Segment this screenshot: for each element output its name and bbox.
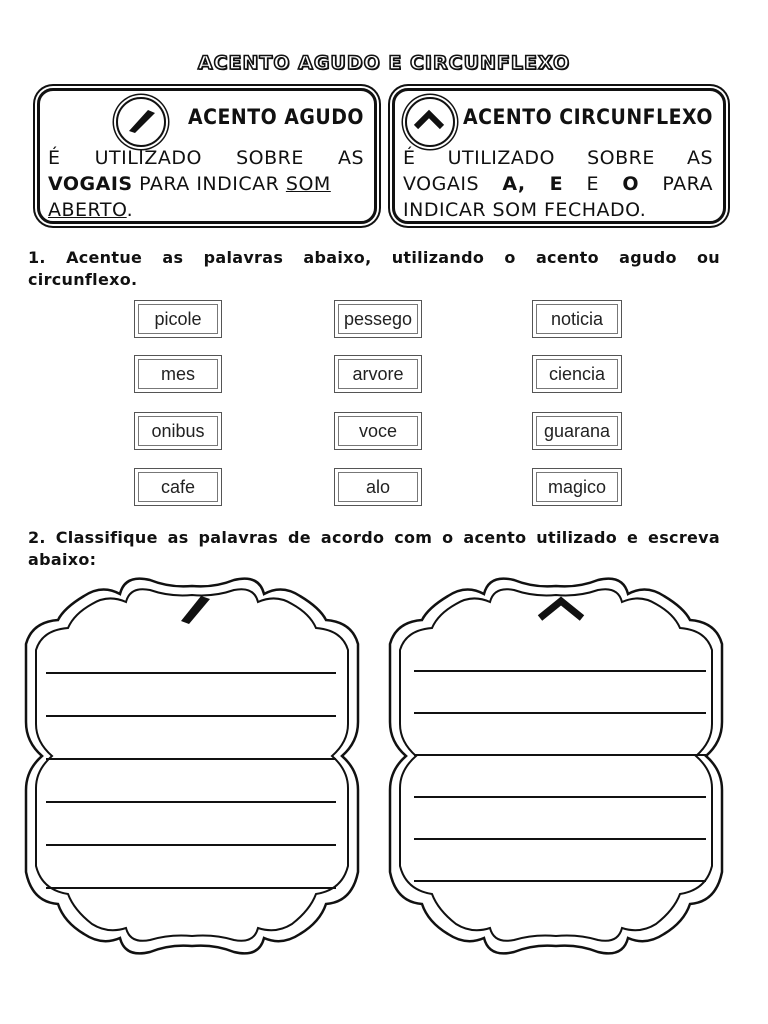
question-1 [28,247,720,291]
writing-line[interactable] [414,712,706,714]
question-1-line1: 1. Acentue as palavras abaixo, utilizando o acento agudo ou [28,248,720,267]
circumflex-accent-icon [536,596,586,622]
acute-accent-icon [116,97,166,147]
circumflex-accent-icon [405,97,455,147]
writing-line[interactable] [414,670,706,672]
acute-accent-icon [177,594,213,626]
writing-line[interactable] [46,758,336,760]
writing-line[interactable] [414,838,706,840]
rule-heading-circunflexo: ACENTO CIRCUNFLEXO [463,105,713,129]
word-box[interactable] [334,412,422,450]
rule-box-agudo [37,88,377,224]
rule-text-agudo [48,145,364,223]
rule-text-end: . [126,199,134,221]
rule-text-aberto: ABERTO [48,199,127,221]
word-text: magico [536,472,618,502]
rule-text-vogais: VOGAIS [48,173,133,195]
word-text: mes [138,359,218,389]
word-text: voce [338,416,418,446]
answer-frame-circunflexo [384,572,728,960]
writing-line[interactable] [414,754,706,756]
question-2-line2: abaixo: [28,550,97,569]
answer-frame-agudo [20,572,364,960]
word-box[interactable] [134,468,222,506]
question-2-line1: 2. Classifique as palavras de acordo com o acento utilizado e escreva [28,528,720,547]
rule-box-circunflexo [392,88,726,224]
rule-text-circunflexo [403,145,713,223]
rule-text-circ-line1: É UTILIZADO SOBRE AS [403,147,713,169]
word-box[interactable] [334,300,422,338]
word-box[interactable] [334,355,422,393]
word-box[interactable] [532,300,622,338]
word-box[interactable] [134,412,222,450]
rule-text-e: E [563,173,623,195]
word-box[interactable] [532,412,622,450]
rule-text-circ-line3: INDICAR SOM FECHADO. [403,199,647,221]
word-text: ciencia [536,359,618,389]
rule-text-a-e: A, E [502,173,564,195]
word-text: guarana [536,416,618,446]
word-text: pessego [338,304,418,334]
rule-text-vogais-circ: VOGAIS [403,173,503,195]
word-text: arvore [338,359,418,389]
question-2 [28,527,720,571]
question-1-line2: circunflexo. [28,270,138,289]
word-text: picole [138,304,218,334]
rule-text-agudo-line1: É UTILIZADO SOBRE AS [48,147,364,169]
rule-text-o: O [622,173,639,195]
word-text: onibus [138,416,218,446]
word-box[interactable] [532,355,622,393]
rule-text-som: SOM [285,173,331,195]
word-text: cafe [138,472,218,502]
writing-line[interactable] [46,715,336,717]
word-box[interactable] [134,355,222,393]
rule-heading-agudo: ACENTO AGUDO [188,105,364,129]
word-text: noticia [536,304,618,334]
rule-text-circ-line2 [403,171,713,197]
rule-text-para: PARA [638,173,713,195]
word-box[interactable] [532,468,622,506]
writing-line[interactable] [46,844,336,846]
word-box[interactable] [334,468,422,506]
writing-line[interactable] [46,887,336,889]
writing-line[interactable] [46,801,336,803]
word-text: alo [338,472,418,502]
writing-line[interactable] [414,796,706,798]
word-box[interactable] [134,300,222,338]
rule-text-mid: PARA INDICAR [132,173,286,195]
writing-line[interactable] [46,672,336,674]
page-title: ACENTO AGUDO E CIRCUNFLEXO [197,52,571,74]
writing-line[interactable] [414,880,706,882]
